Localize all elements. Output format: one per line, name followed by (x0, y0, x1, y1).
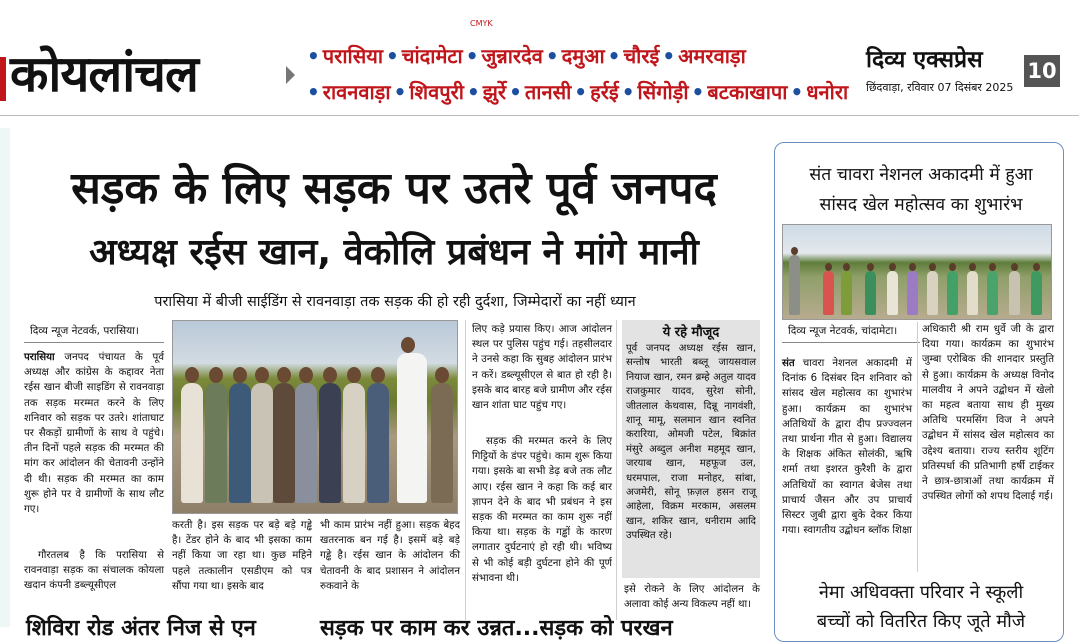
next-story-headline-line-1: नेमा अधिवक्ता परिवार ने स्कूली (818, 582, 1024, 603)
column-divider (917, 322, 918, 572)
places-row-1 (304, 42, 746, 69)
place-name: चांदामेटा (401, 44, 463, 68)
sidebar-headline-line-1: संत चावरा नेशनल अकादमी में हुआ (809, 165, 1033, 185)
sidebar-column-1 (782, 356, 912, 570)
place-name: जुन्नारदेव (481, 44, 543, 68)
sidebar-byline: दिव्य न्यूज नेटवर्क, चांदामेटा। (788, 325, 898, 337)
place-name: परासिया (322, 44, 383, 68)
byline-divider (782, 342, 920, 343)
bottom-headline-left: शिविरा रोड अंतर निज से एन (26, 616, 256, 641)
sidebar-column-1-text: चावरा नेशनल अकादमी में दिनांक 6 दिसंबर दिन शनिवार को सांसद खेल महोत्सव का शुभारंभ हुआ। कार्यक्रम का शुभारंभ अतिथियों के द्वारा दीप प्रज्ज्वलन तथा प्रार्थना गीत से हुआ। विद्यालय के शिक्षक अंकित सोलंकी, ऋषि शर्मा तथा इशरत कुरैशी के द्वारा अतिथियों का स्वागत बेजेस तथा प्राचार्य जैसन और उप प्राचार्य सिस्टर जुबी द्वारा बुके देकर किया गया। स्वागतीय उद्बोधन ब्लॉक शिक्षा (782, 358, 912, 537)
place-name: बटकाखापा (707, 80, 788, 104)
byline-divider (24, 342, 164, 343)
masthead-divider (0, 115, 1079, 116)
main-column-4-end: इसे रोकने के लिए आंदोलन के अलावा कोई अन्य विकल्प नहीं था। (624, 584, 760, 611)
main-column-1 (24, 350, 164, 525)
main-byline: दिव्य न्यूज नेटवर्क, परासिया। (30, 325, 139, 337)
main-lead-word: परासिया (24, 352, 55, 363)
bullet-dot-icon: • (465, 44, 479, 68)
bullet-dot-icon: • (574, 80, 588, 104)
bullet-dot-icon: • (790, 80, 804, 104)
bullet-dot-icon: • (621, 80, 635, 104)
main-column-3-para-2: सड़क की मरम्मत करने के लिए गिट्टियों के डंपर पहुंचे। काम शुरू किया गया। इसके बा सभी डेढ़ बजे तक लौट आए। रईस खान ने कहा कि कई बार ज्ञापन देने के बाद भी प्रबंधन ने इस सड़क की मरम्मत का काम शुरू नहीं किया था। सड़क के गड्ढों के कारण लगातार दुर्घटनाएं हो रही थी। भविष्य से भी कोई बड़ी दुर्घटना होने की पूर्ण संभावना थी। (472, 436, 612, 584)
main-under-photo-col-2: भी काम प्रारंभ नहीं हुआ। सड़क बेहद खतरनाक बन गई है। इसमें बड़े बड़े गड्ढे है। रईस खान के आंदोलन की चेतावनी के बाद प्रशासन ने आंदोलन रुकवाने के (320, 520, 460, 592)
bullet-dot-icon: • (393, 80, 407, 104)
section-accent-bar (0, 57, 6, 101)
main-headline-line-2: अध्यक्ष रईस खान, वेकोलि प्रबंधन ने मांगे मानी (89, 232, 699, 273)
bottom-headline-middle: सड़क पर काम कर उन्नत...सड़क को परखन (320, 616, 673, 641)
place-name: तानसी (524, 80, 572, 104)
chevron-right-icon (286, 66, 295, 84)
bullet-dot-icon: • (386, 44, 399, 68)
place-name: दमुआ (561, 44, 605, 68)
sidebar-column-2: अधिकारी श्री राम धुर्वे जी के द्वारा दिया गया। कार्यक्रम का शुभारंभ जुम्बा एरोबिक की शानदार प्रस्तुति से हुआ। कार्यक्रम के अध्यक्ष विनोद मालवीय ने अपने उद्बोधन में खेलो का महत्व बताया साथ ही मुख्य अतिथि परमसिंग विज ने अपने उद्बोधन में सांसद खेल महोत्सव का उद्देश्य बताया। राज्य स्तरीय शूटिंग प्रतिस्पर्धा की प्रतिभागी हर्षी टाईकर ने छात्र-छात्राओं तथा कार्यक्रम में उपस्थित लोगों को शपथ दिलाई गई। (922, 324, 1054, 503)
bullet-dot-icon: • (307, 44, 320, 68)
main-column-1-text: जनपद पंचायत के पूर्व अध्यक्ष और कांग्रेस के कद्दावर नेता रईस खान बीजी साइडिंग से रावनवाड़ा तक सड़क मरम्मत करने के लिए शनिवार को सड़क पर उतरे। शांताघाट पर सैकड़ों ग्रामीणों के साथ वे पहुंचे। तीन दिनों पहले सड़क की मरम्मत की मांग कर आंदोलन की चेतावनी उन्होंने दी थी। सड़क की मरम्मत का काम शुरू होने पर वे ग्रामीणों के साथ लौट गए। (24, 352, 164, 516)
main-photo-protest-group (172, 320, 458, 514)
bullet-dot-icon: • (662, 44, 676, 68)
place-name: झुर्रे (482, 80, 507, 104)
sidebar-photo-students (782, 224, 1052, 320)
bullet-dot-icon: • (607, 44, 621, 68)
place-name: शिवपुरी (409, 80, 464, 104)
sidebar-headline-line-2: सांसद खेल महोत्सव का शुभारंभ (819, 195, 1023, 215)
main-deck: परासिया में बीजी साईडिंग से रावनवाड़ा तक सड़क की हो रही दुर्दशा, जिम्मेदारों का नहीं ध्यान (154, 294, 636, 310)
bullet-dot-icon: • (545, 44, 559, 68)
bullet-dot-icon: • (509, 80, 522, 104)
main-column-1-para-2: गौरतलब है कि परासिया से रावनवाड़ा सड़क का संचालक कोयला खदान कंपनी डब्ल्यूसीएल (24, 550, 164, 592)
place-name: चौरई (623, 44, 660, 68)
section-title: कोयलांचल (10, 45, 198, 103)
place-name: धनोरा (806, 80, 849, 104)
newspaper-brand: दिव्य एक्सप्रेस (866, 47, 983, 73)
attendees-list: पूर्व जनपद अध्यक्ष रईस खान, सन्तोष भारती बब्लू जायसवाल नियाज खान, रमन ब्रम्हे अतुल यादव राजकुमार यादव, सुरेश सोनी, जीतलाल केथवास, दिन्नू नागवंशी, शानू मामू, सलमान खान स्वनित करारिया, ओमजी पटेल, बिक्रांत मंसुरे अब्दुल अनीश महमूद खान, जरयाब खान, महफूज उल, धरमपाल, राजा मनोहर, सांबा, अजमेरी, सोनू फ़ज़ल हसन राजू आहेला, विक्रम मरकाम, असलम खान, शकिर खान, धनीराम आदि उपस्थित रहे। (626, 343, 756, 542)
next-story-headline-line-2: बच्चों को वितरित किए जूते मौजे (816, 611, 1026, 632)
bullet-dot-icon: • (307, 80, 320, 104)
main-under-photo-col-1: करती है। इस सड़क पर बड़े बड़े गड्ढे है। टेंडर होने के बाद भी इसका काम नहीं किया जा रहा था। कुछ महिने पहले तत्कालीन एसडीएम को पत्र सौंपा गया था। इसके बाद (172, 520, 312, 592)
sidebar-headline (786, 160, 1056, 220)
sidebar-lead-word: संत (782, 358, 795, 369)
bullet-dot-icon: • (691, 80, 705, 104)
place-name: रावनवाड़ा (322, 80, 391, 104)
bullet-dot-icon: • (466, 80, 480, 104)
places-row-2 (304, 78, 848, 105)
attendees-box-title: ये रहे मौजूद (662, 325, 720, 340)
column-divider (616, 320, 617, 620)
place-name: सिंगोड़ी (637, 80, 689, 104)
place-name: अमरवाड़ा (678, 44, 746, 68)
column-divider (465, 320, 466, 620)
place-name: हर्रई (590, 80, 619, 104)
main-column-3: लिए कड़े प्रयास किए। आज आंदोलन स्थल पर पुलिस पहुंच गई। तहसीलदार ने उनसे कहा कि सुबह आंदोलन प्रारंभ न करें। डब्ल्यूसीएल से बात हो रही है। इसके बाद बारह बजे ग्रामीण और रईस खान शांता घाट पहुंच गए। (472, 324, 612, 412)
next-story-headline (786, 578, 1056, 636)
left-margin-strip (0, 128, 10, 627)
print-registration-mark: CMYK (470, 19, 493, 28)
page-number: 10 (1024, 55, 1060, 87)
main-headline-line-1: सड़क के लिए सड़क पर उतरे पूर्व जनपद (71, 163, 717, 214)
dateline: छिंदवाड़ा, रविवार 07 दिसंबर 2025 (866, 81, 1014, 94)
